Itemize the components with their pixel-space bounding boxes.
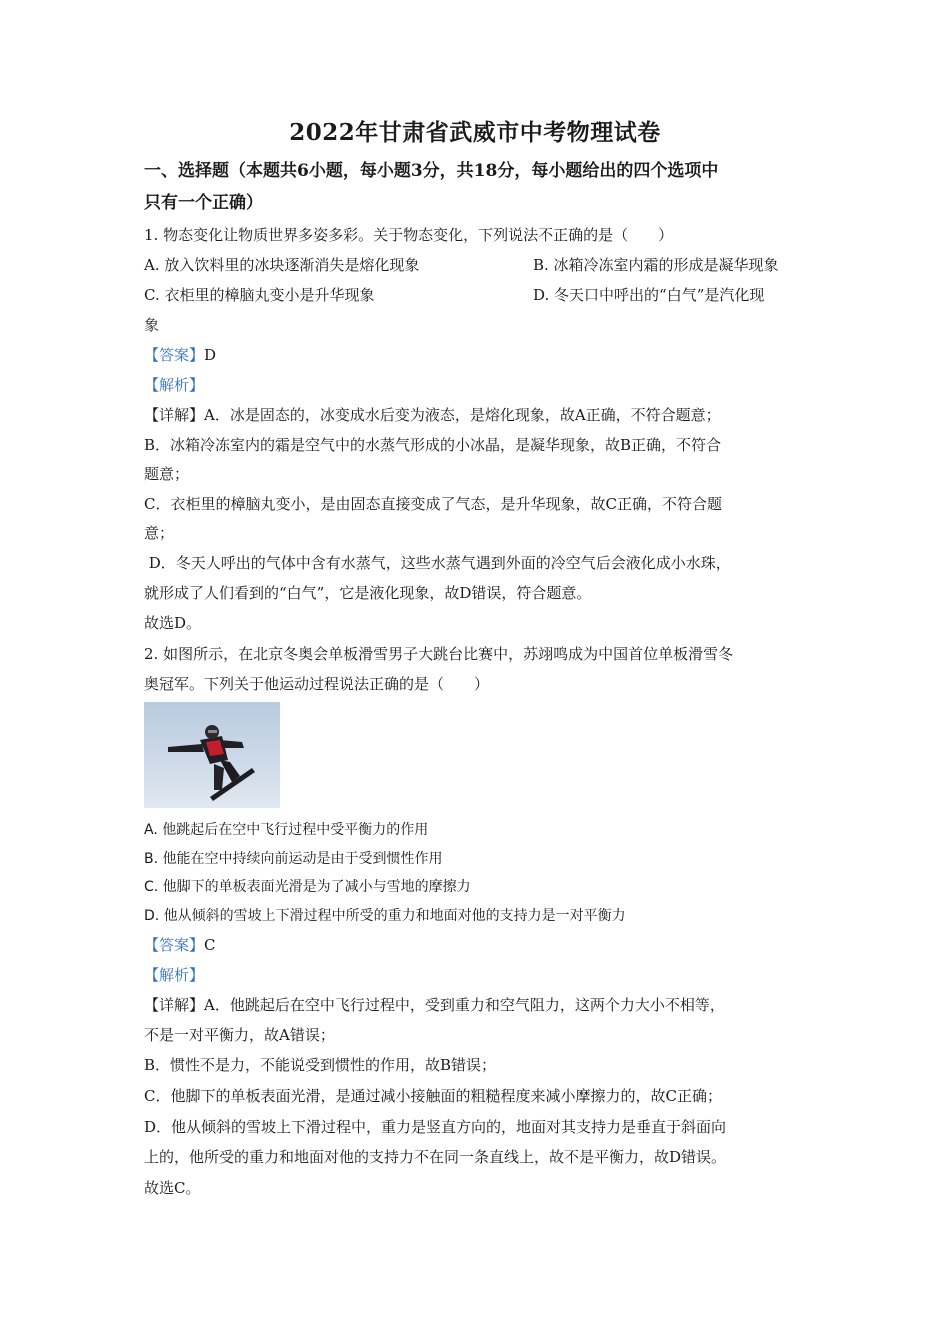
q1-detail-line: 【详解】A．冰是固态的，冰变成水后变为液态，是熔化现象，故A正确，不符合题意； <box>144 406 721 424</box>
answer-tag: 【答案】 <box>144 346 205 364</box>
q1-detail-line: 故选D。 <box>144 614 202 632</box>
q2-detail-line: 不是一对平衡力，故A错误； <box>144 1026 335 1044</box>
q1-analysis-tag: 【解析】 <box>144 376 205 394</box>
q2-detail-line: 上的，他所受的重力和地面对他的支持力不在同一条直线上，故不是平衡力，故D错误。 <box>144 1148 727 1166</box>
section-heading-line2: 只有一个正确） <box>144 193 263 213</box>
q2-analysis-tag: 【解析】 <box>144 966 205 984</box>
q2-detail-line: B．惯性不是力，不能说受到惯性的作用，故B错误； <box>144 1056 497 1074</box>
q2-option-b: B. 他能在空中持续向前运动是由于受到惯性作用 <box>144 851 443 867</box>
q1-detail-line: 题意； <box>144 465 190 483</box>
q2-detail-line: 故选C。 <box>144 1179 201 1197</box>
q2-option-c: C. 他脚下的单板表面光滑是为了减小与雪地的摩擦力 <box>144 879 471 895</box>
q1-detail-line: B．冰箱冷冻室内的霜是空气中的水蒸气形成的小冰晶，是凝华现象，故B正确，不符合 <box>144 436 722 454</box>
q1-answer <box>144 345 216 365</box>
q2-detail-line: C．他脚下的单板表面光滑，是通过减小接触面的粗糙程度来减小摩擦力的，故C正确； <box>144 1087 722 1105</box>
q2-stem-line1: 2. 如图所示，在北京冬奥会单板滑雪男子大跳台比赛中，苏翊鸣成为中国首位单板滑雪冬 <box>144 645 734 663</box>
q1-stem: 1. 物态变化让物质世界多姿多彩。关于物态变化，下列说法不正确的是（ ） <box>144 226 674 244</box>
q2-option-d: D. 他从倾斜的雪坡上下滑过程中所受的重力和地面对他的支持力是一对平衡力 <box>144 908 626 924</box>
answer-value: D <box>204 346 217 364</box>
q2-option-a: A. 他跳起后在空中飞行过程中受平衡力的作用 <box>144 822 429 838</box>
q2-answer <box>144 935 216 955</box>
q2-detail-line: D．他从倾斜的雪坡上下滑过程中，重力是竖直方向的，地面对其支持力是垂直于斜面向 <box>144 1118 727 1136</box>
q1-option-d-continued: 象 <box>144 316 160 334</box>
answer-value: C <box>204 936 216 954</box>
q1-option-a: A. 放入饮料里的冰块逐渐消失是熔化现象 <box>144 256 420 274</box>
q1-detail-line: C．衣柜里的樟脑丸变小，是由固态直接变成了气态，是升华现象，故C正确，不符合题 <box>144 495 722 513</box>
q1-option-b: B. 冰箱冷冻室内霜的形成是凝华现象 <box>533 256 779 274</box>
q1-detail-line: 就形成了人们看到的“白气”，它是液化现象，故D错误，符合题意。 <box>144 584 592 602</box>
q1-detail-line: 意； <box>144 524 175 542</box>
q1-option-d: D. 冬天口中呼出的“白气”是汽化现 <box>533 286 765 304</box>
q2-detail-line: 【详解】A．他跳起后在空中飞行过程中，受到重力和空气阻力，这两个力大小不相等， <box>144 996 725 1014</box>
page-title: 2022年甘肃省武威市中考物理试卷 <box>289 119 661 146</box>
section-heading-line1: 一、选择题（本题共6小题，每小题3分，共18分，每小题给出的四个选项中 <box>144 161 719 181</box>
snowboarder-photo <box>144 702 280 808</box>
q1-option-c: C. 衣柜里的樟脑丸变小是升华现象 <box>144 286 375 304</box>
q1-detail-line: D．冬天人呼出的气体中含有水蒸气，这些水蒸气遇到外面的冷空气后会液化成小水珠， <box>144 554 731 572</box>
answer-tag: 【答案】 <box>144 936 205 954</box>
q2-stem-line2: 奥冠军。下列关于他运动过程说法正确的是（ ） <box>144 675 490 693</box>
